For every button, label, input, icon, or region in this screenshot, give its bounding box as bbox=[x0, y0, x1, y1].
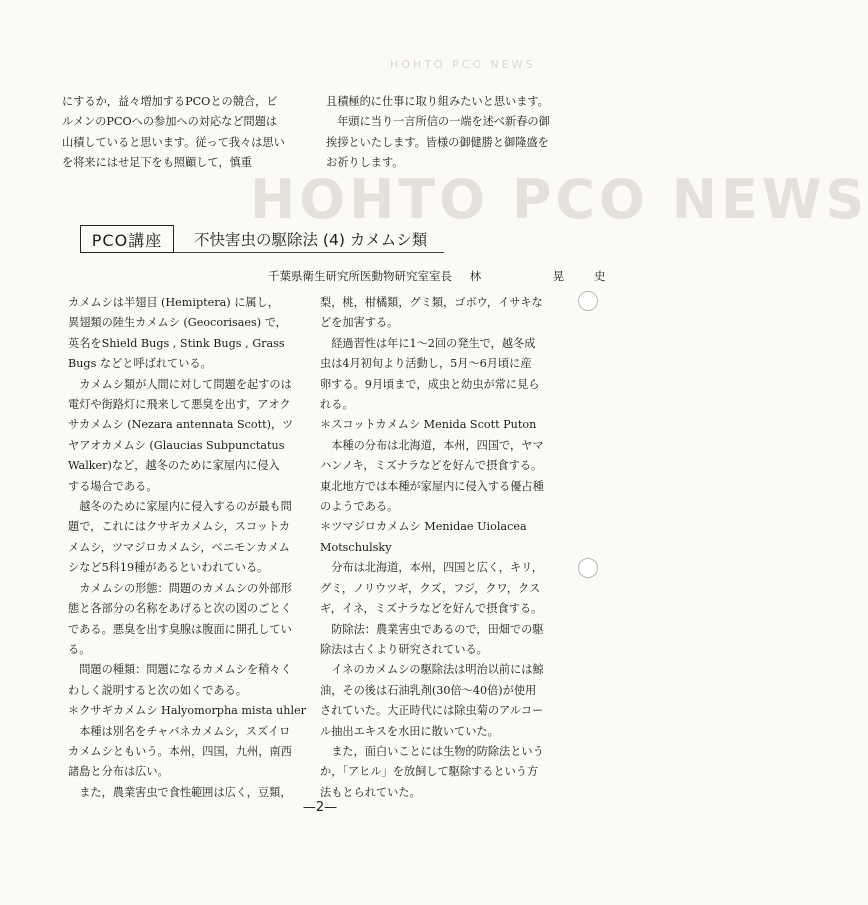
text-line: である。悪臭を出す臭腺は腹面に開孔してい bbox=[68, 622, 292, 636]
text-line: 態と各部分の名称をあげると次の図のごとく bbox=[68, 602, 292, 616]
intro-right-column bbox=[326, 92, 586, 174]
title-underline bbox=[174, 252, 444, 253]
text-line: カメムシは半翅目 (Hemiptera) に属し， bbox=[68, 296, 279, 309]
text-line: シなど5科19種があるといわれている。 bbox=[68, 561, 269, 575]
text-line: 諸島と分布は広い。 bbox=[68, 765, 169, 779]
text-line: Walker)など，越冬のために家屋内に侵入 bbox=[68, 459, 280, 473]
section-label: PCO講座 bbox=[80, 225, 174, 253]
text-line: されていた。大正時代には除虫菊のアルコー bbox=[320, 704, 544, 718]
article-left-column bbox=[68, 293, 318, 803]
text-line: 本種の分布は北海道，本州，四国で，ヤマ bbox=[320, 438, 544, 452]
text-line: どを加害する。 bbox=[320, 316, 399, 330]
text-line: 卵する。9月頃まで，成虫と幼虫が常に見ら bbox=[320, 377, 540, 391]
text-line: か，「アヒル」を放飼して駆除するという方 bbox=[320, 765, 539, 779]
text-line: ルメンのPCOへの参加への対応など問題は bbox=[62, 115, 278, 129]
text-line: ＊スコットカメムシ Menida Scott Puton bbox=[320, 418, 537, 432]
text-line: また，面白いことには生物的防除法という bbox=[320, 744, 544, 758]
punch-hole bbox=[578, 291, 598, 311]
text-line: 年頭に当り一言所信の一端を述べ新春の御 bbox=[326, 115, 550, 129]
text-line: 本種は別名をチャバネカメムシ，スズイロ bbox=[68, 724, 291, 738]
text-line: 除法は古くより研究されている。 bbox=[320, 642, 488, 656]
text-line: また，農業害虫で食性範囲は広く，豆類， bbox=[68, 785, 292, 799]
text-line: カメムシの形態：問題のカメムシの外部形 bbox=[68, 581, 292, 595]
text-line: わしく説明すると次の如くである。 bbox=[68, 683, 248, 697]
text-line: を将来にはせ足下をも照顧して，慎重 bbox=[62, 156, 252, 170]
text-line: グミ，ノリウツギ，クズ，フジ，クワ，クス bbox=[320, 581, 541, 595]
text-line: 東北地方では本種が家屋内に侵入する優占種 bbox=[320, 479, 544, 493]
text-line: れる。 bbox=[320, 398, 354, 412]
text-line: 挨拶といたします。皆様の御健勝と御隆盛を bbox=[326, 135, 549, 149]
text-line: ヤアオカメムシ (Glaucias Subpunctatus bbox=[68, 438, 285, 452]
text-line: メムシ，ツマジロカメムシ，ベニモンカメム bbox=[68, 540, 290, 554]
text-line: Motschulsky bbox=[320, 540, 392, 554]
text-line: Bugs などと呼ばれている。 bbox=[68, 357, 212, 371]
text-line: 経過習性は年に1〜2回の発生で，越冬成 bbox=[320, 336, 536, 350]
article-right-column bbox=[320, 293, 580, 803]
bleed-through-header: HOHTO PCO NEWS bbox=[390, 58, 536, 71]
text-line: ハンノキ，ミズナラなどを好んで摂食する。 bbox=[320, 459, 543, 473]
author-name: 林 晃史 bbox=[469, 269, 636, 283]
text-line: サカメムシ (Nezara antennata Scott)，ツ bbox=[68, 418, 294, 432]
text-line: お祈りします。 bbox=[326, 156, 404, 170]
text-line: 分布は北海道，本州，四国と広く，キリ， bbox=[320, 561, 543, 575]
text-line: 山積していると思います。従って我々は思い bbox=[62, 135, 285, 149]
text-line: 題で，これにはクサギカメムシ，スコットカ bbox=[68, 520, 291, 534]
text-line: 英名をShield Bugs , Stink Bugs , Grass bbox=[68, 336, 285, 350]
text-line: 電灯や街路灯に飛来して悪臭を出す，アオク bbox=[68, 398, 291, 412]
text-line: 法もとられていた。 bbox=[320, 785, 421, 799]
intro-left-column bbox=[62, 92, 310, 174]
text-line: 梨，桃，柑橘類，グミ類，ゴボウ，イサキな bbox=[320, 296, 543, 309]
text-line: する場合である。 bbox=[68, 479, 158, 493]
text-line: 虫は4月初旬より活動し，5月〜6月頃に産 bbox=[320, 357, 532, 371]
text-line: 越冬のために家屋内に侵入するのが最も問 bbox=[68, 500, 292, 514]
text-line: 異翅類の陸生カメムシ (Geocorisaes) で， bbox=[68, 316, 287, 330]
text-line: ル抽出エキスを水田に散いていた。 bbox=[320, 724, 499, 738]
text-line: カメムシ類が人間に対して問題を起すのは bbox=[68, 377, 292, 391]
text-line: 且積極的に仕事に取り組みたいと思います。 bbox=[326, 95, 549, 108]
text-line: イネのカメムシの駆除法は明治以前には鯨 bbox=[320, 663, 544, 677]
text-line: る。 bbox=[68, 642, 91, 656]
text-line: 防除法：農業害虫であるので，田畑での駆 bbox=[320, 622, 544, 636]
text-line: ＊クサギカメムシ Halyomorpha mista uhler bbox=[68, 704, 307, 718]
text-line: にするか，益々増加するPCOとの競合，ビ bbox=[62, 95, 278, 108]
text-line: のようである。 bbox=[320, 500, 399, 514]
text-line: ＊ツマジロカメムシ Menidae Uiolacea bbox=[320, 520, 527, 534]
punch-hole bbox=[578, 558, 598, 578]
byline bbox=[268, 268, 636, 284]
bleed-through-masthead: HOHTO PCO NEWS bbox=[250, 168, 868, 231]
article-title: 不快害虫の駆除法 (4) カメムシ類 bbox=[194, 231, 428, 249]
page-number: —2— bbox=[302, 800, 338, 815]
text-line: ギ，イネ，ミズナラなどを好んで摂食する。 bbox=[320, 602, 543, 616]
text-line: 問題の種類：問題になるカメムシを稍々く bbox=[68, 663, 292, 677]
author-affiliation: 千葉県衛生研究所医動物研究室室長 bbox=[268, 269, 452, 283]
text-line: 油，その後は石油乳剤(30倍〜40倍)が使用 bbox=[320, 683, 537, 697]
text-line: カメムシともいう。本州，四国，九州，南西 bbox=[68, 744, 292, 758]
